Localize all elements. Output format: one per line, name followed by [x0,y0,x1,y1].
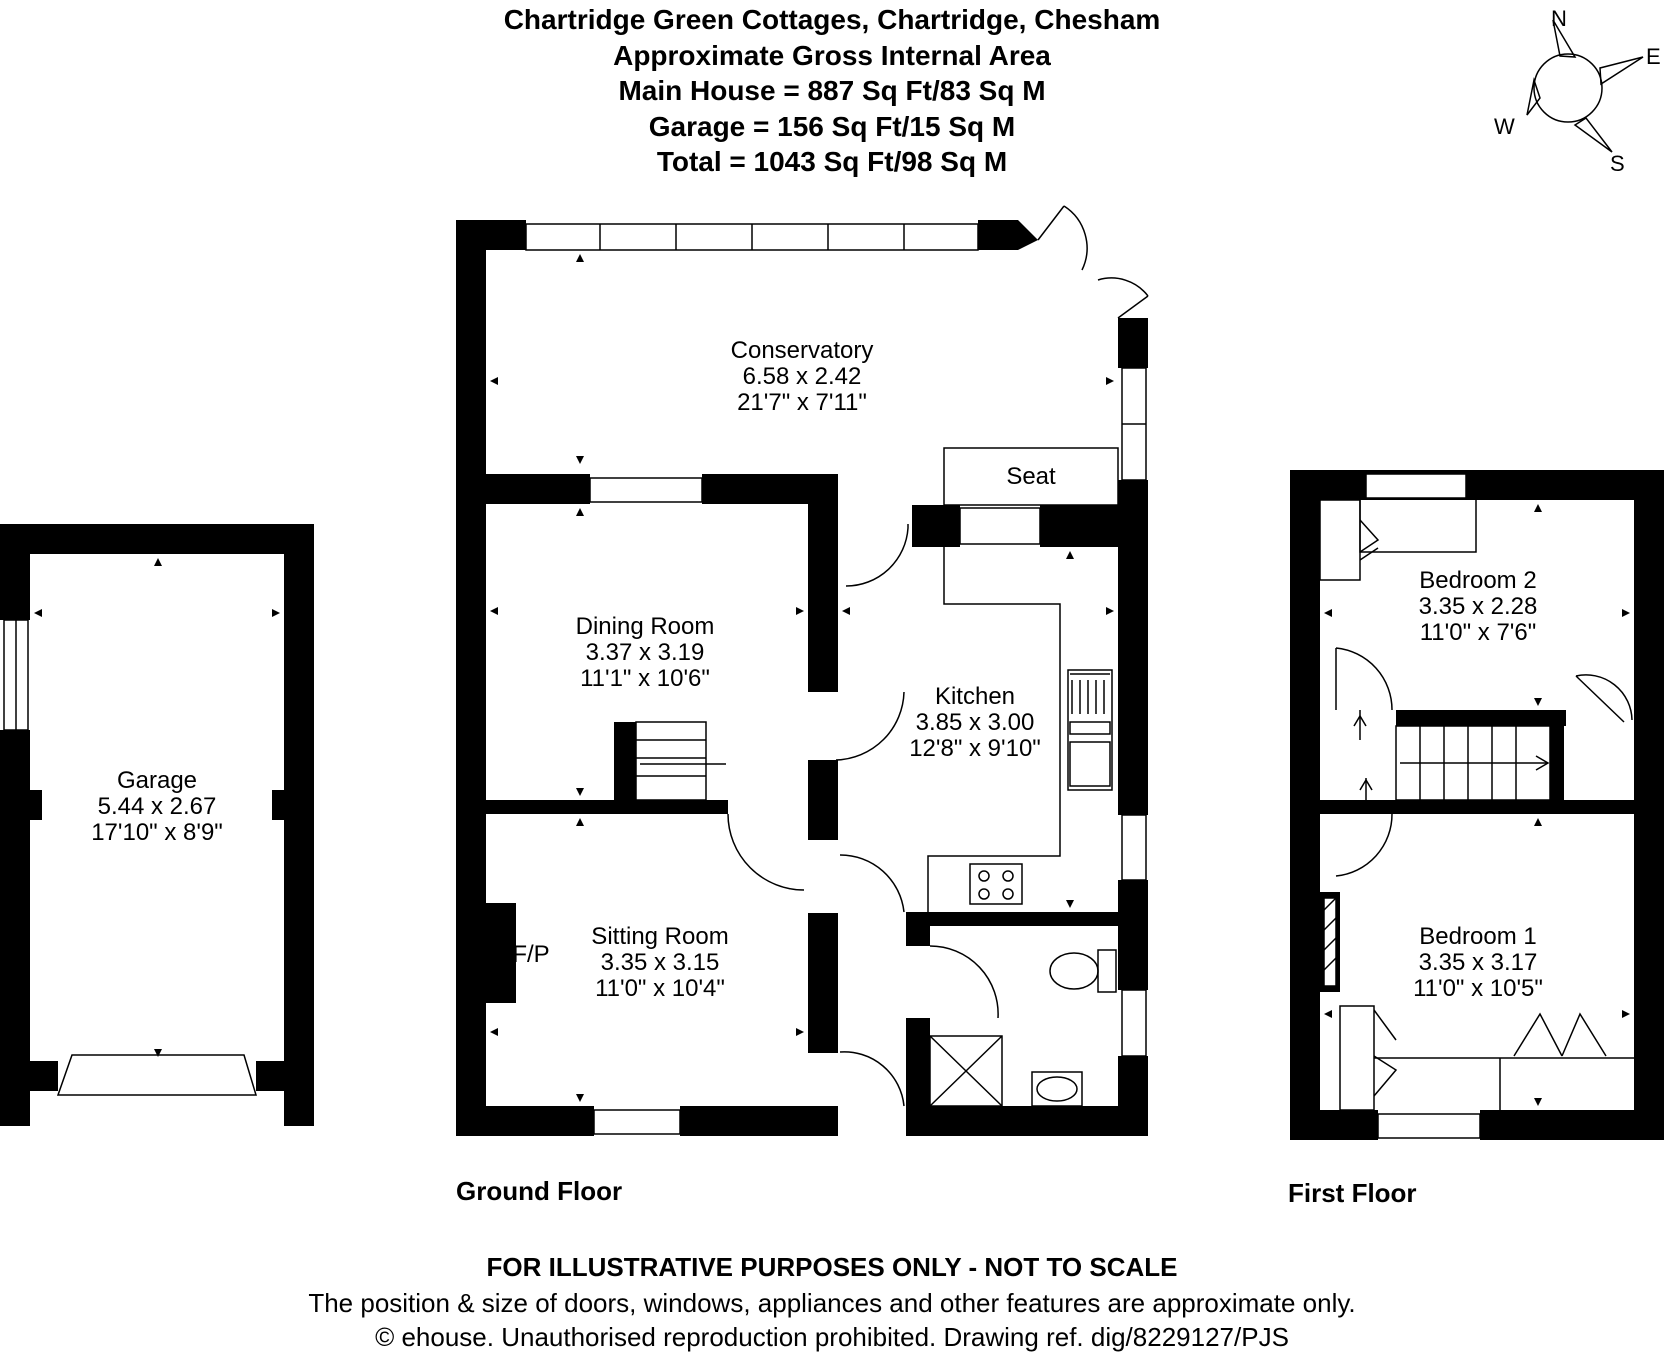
conservatory-corner-wall [978,220,1038,250]
room-name: Bedroom 1 [1419,923,1537,950]
bathroom-window [1122,990,1146,1056]
first-door-swings [1336,648,1632,876]
room-label-conservatory [731,338,874,416]
sitting-window [594,1110,680,1134]
room-label-sitting [591,924,728,1002]
conservatory-doors [1038,206,1148,318]
room-metric: 3.35 x 3.15 [600,949,720,976]
copyright: © ehouse. Unauthorised reproduction prohibited. Drawing ref. dig/8229127/PJS [375,1322,1289,1352]
compass-rose-icon [1527,20,1643,152]
bedroom1-window [1378,1114,1480,1138]
chimney-hatch [1324,898,1336,986]
room-label-dining [576,614,715,692]
plan-subtitle: Approximate Gross Internal Area [613,40,1051,71]
bedroom1-wardrobes [1340,1006,1634,1110]
room-label-garage [91,768,223,846]
room-label-bedroom2 [1419,568,1538,646]
hall-window [960,508,1040,544]
ground-door-swings [728,524,998,1106]
kitchen-sink-icon [1068,670,1112,790]
room-imperial: 11'0" x 10'4" [595,975,725,1002]
toilet-icon [1050,950,1116,992]
room-imperial: 11'1" x 10'6" [580,665,710,692]
garage-door [58,1055,256,1095]
room-name: Bedroom 2 [1419,567,1537,594]
fireplace-label: F/P [512,941,550,968]
seat-label: Seat [1006,463,1056,490]
compass-e-label: E [1646,44,1661,69]
room-name: Dining Room [575,613,715,640]
room-metric: 3.85 x 3.00 [915,709,1035,736]
garage-area: Garage = 156 Sq Ft/15 Sq M [648,111,1016,142]
room-metric: 3.35 x 2.28 [1418,593,1538,620]
total-area: Total = 1043 Sq Ft/98 Sq M [656,146,1008,177]
room-imperial: 11'0" x 10'5" [1413,975,1543,1002]
room-name: Sitting Room [591,923,729,950]
room-label-kitchen [909,684,1041,762]
first-stairs [1396,726,1550,800]
room-label-bedroom1 [1413,924,1543,1002]
room-imperial: 12'8" x 9'10" [909,735,1041,762]
shower-tray-icon [930,1036,1002,1106]
bedroom2-window [1366,474,1466,498]
first-floor-label: First Floor [1288,1178,1417,1208]
main-house-area: Main House = 887 Sq Ft/83 Sq M [618,75,1046,106]
room-name: Kitchen [934,683,1016,710]
room-metric: 6.58 x 2.42 [742,363,862,390]
ground-floor-label: Ground Floor [456,1176,623,1206]
room-imperial: 21'7" x 7'11" [737,389,867,416]
room-metric: 3.37 x 3.19 [585,639,705,666]
kitchen-window [1122,815,1146,880]
compass-w-label: W [1494,114,1515,139]
disclaimer-note: The position & size of doors, windows, appliances and other features are approximate only. [308,1288,1356,1318]
ground-stairs [636,722,726,800]
room-metric: 5.44 x 2.67 [97,793,217,820]
basin-icon [1032,1072,1082,1106]
room-name: Garage [116,767,198,794]
dining-window [590,478,702,502]
room-metric: 3.35 x 3.17 [1418,949,1538,976]
room-name: Conservatory [730,337,874,364]
compass-n-label: N [1551,6,1567,31]
room-imperial: 11'0" x 7'6" [1419,619,1537,646]
hob-icon [970,864,1022,904]
room-imperial: 17'10" x 8'9" [91,819,223,846]
garage-window [4,620,28,730]
plan-title: Chartridge Green Cottages, Chartridge, Chesham [503,4,1161,35]
compass-s-label: S [1610,151,1625,176]
disclaimer: FOR ILLUSTRATIVE PURPOSES ONLY - NOT TO SCALE [486,1252,1178,1282]
